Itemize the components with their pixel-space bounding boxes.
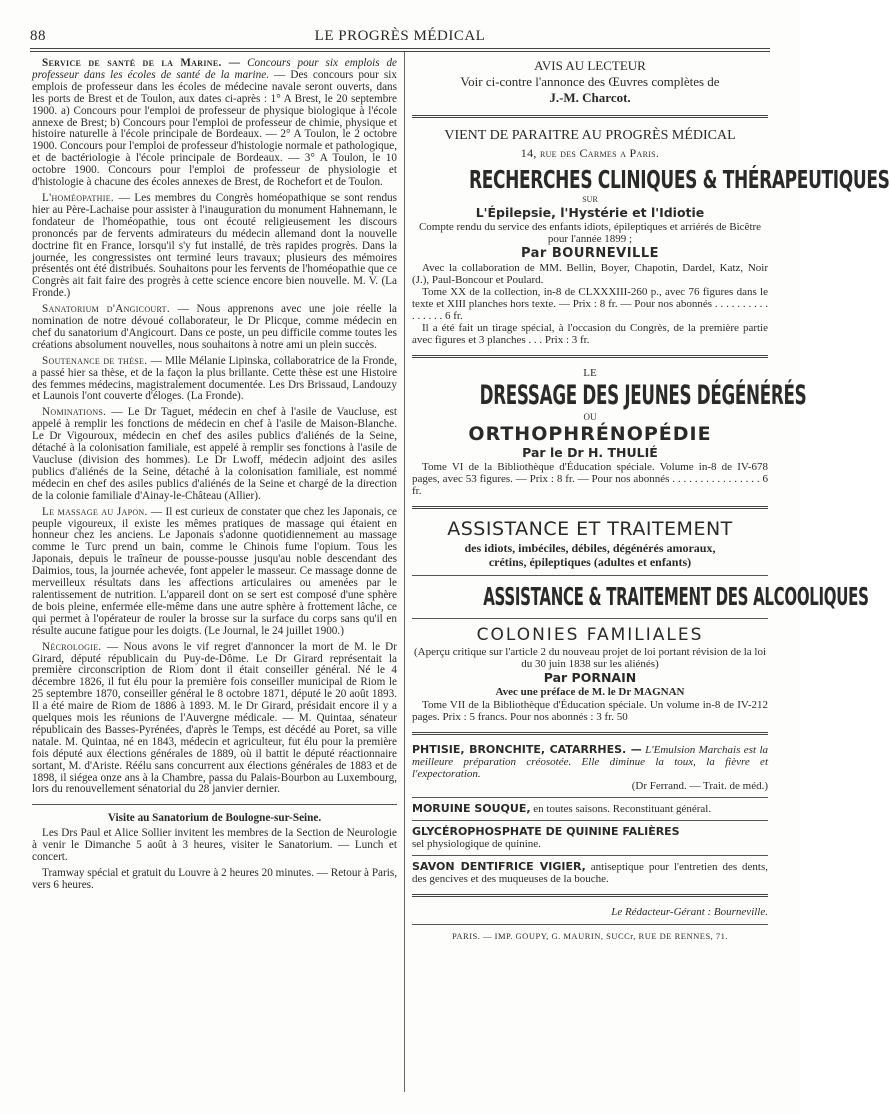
article-nominations: Nominations. — Le Dr Taguet, médecin en chef à l'asile de Vaucluse, est appelé à remplir les fonctions de médecin en chef à l'asile de Maison-Blanche. Le Dr Vigouroux, médecin en chef des asiles publics d'aliénés de la Seine, détaché à la colonisation familiale, est appelé à remplir ses fonctions à l'asile de Vaucluse (division des hommes). Le Dr Lwoff, médecin adjoint des asiles publics d'aliénés de la Seine, détaché à la colonisation familiale, est nommé médecin en chef des asiles publics d'aliénés de la Seine et chargé de la direction de la colonie familiale d'Ainay-le-Château (Allier). bbox=[32, 406, 398, 502]
colonies-preface: Avec une préface de M. le Dr MAGNAN bbox=[495, 686, 685, 698]
right-column bbox=[412, 58, 890, 942]
glycero-ad: GLYCÉROPHOSPHATE DE QUININE FALIÈRES sel physiologique de quinine. bbox=[412, 825, 680, 850]
dressage-tome: Tome VI de la Bibliothèque d'Éducation spéciale. Volume in-8 de IV-678 pages, avec 53 figures. — Prix : 8 fr. — Pour nos abonnés . . . . . . . . . . . . . . . . 6 fr. bbox=[412, 461, 769, 497]
printer-imprint: PARIS. — IMP. GOUPY, G. MAURIN, SUCCr, RUE DE RENNES, 71. bbox=[451, 931, 729, 941]
rule-savon bbox=[412, 894, 768, 897]
article-tramway: Tramway spécial et gratuit du Louvre à 2 heures 20 minutes. — Retour à Paris, vers 6 heures. bbox=[32, 867, 397, 891]
article-sanatorium-title: Visite au Sanatorium de Boulogne-sur-Seine. bbox=[107, 812, 322, 825]
phtisie-ad: PHTISIE, BRONCHITE, CATARRHES. — L'Emulsion Marchais est la meilleure préparation créosotée. Elle diminue la toux, la fièvre et l'expectoration. (Dr Ferrand. — Trait. de méd.) bbox=[412, 743, 769, 792]
redacteur-gerant: Le Rédacteur-Gérant : Bourneville. bbox=[611, 906, 768, 918]
recherches-title: RECHERCHES CLINIQUES & THÉRAPEUTIQUES bbox=[468, 165, 890, 194]
vient-address: 14, rue des Carmes a Paris. bbox=[520, 146, 660, 160]
vient-block bbox=[412, 127, 890, 262]
page-header bbox=[30, 28, 770, 48]
recherches-sur: SUR bbox=[582, 195, 598, 204]
assistance-sub2: crétins, épileptiques (adultes et enfants) bbox=[488, 555, 692, 569]
header-rule-2 bbox=[30, 51, 770, 52]
assistance-block bbox=[412, 518, 869, 699]
header-rule bbox=[30, 48, 770, 49]
dressage-le: LE bbox=[583, 367, 597, 379]
dressage-block bbox=[412, 367, 807, 461]
journal-title: LE PROGRÈS MÉDICAL bbox=[314, 28, 486, 44]
article-necrologie: Nécrologie. — Nous avons le vif regret d'annoncer la mort de M. le Dr Girard, député républicain du Puy-de-Dôme. Le Dr Girard représentait la première circonscription de Riom dont il était conseiller général. Né le 4 décembre 1826, il fut élu pour la première fois conseiller municipal de Riom le 25 septembre 1870, conseiller général le 8 octobre 1871, député le 20 août 1893. Il a été maire de Riom de 1886 à 1893. M. le Dr Girard, présidait encore il y a quelques mois les réunions de l'Auvergne médicale. — M. Quintaa, sénateur républicain des Basses-Pyrénées, d'après le Temps, est décédé au Poret, sa ville natale. M. Quintaa, né en 1843, médecin et agriculteur, fut élu pour la première fois député aux élections générales de 1889, où il battit le député réactionnaire sortant, M. d'Ariste. Réélu sans concurrent aux élections générales de 1883 et de 1898, il siégea onze ans à la Chambre, passa du Palais-Bourbon au Luxembourg, lors du renouvellement sénatorial du 28 janvier dernier. bbox=[32, 640, 397, 796]
article-marine: Service de santé de la Marine. — Concours pour six emplois de professeur dans les écoles de santé de la marine. — Des concours pour six emplois de professeur dans les écoles de médecine navale seront ouverts, dans les ports de Brest et de Toulon, aux dates ci-après : 1° A Brest, le 20 septembre 1900. a) Concours pour l'emploi de professeur de physique biologique à l'école annexe de Brest; b) Concours pour l'emploi de professeur de chimie, physique et histoire naturelle à l'école principale de Bordeaux. — 2° A Toulon, le 2 octobre 1900. Concours pour l'emploi de professeur d'histologie normale et pathologique, et de bactériologie à l'école principale de Bordeaux. — 3° A Toulon, le 10 octobre 1900. Concours pour l'emploi de professeur de physiologie et d'histologie à chacune des écoles annexes de Brest, de Rochefort et de Toulon. bbox=[32, 57, 398, 189]
article-massage-japon: Le massage au Japon. — Il est curieux de constater que chez les Japonais, ce peuple vigoureux, il existe les mêmes pratiques de massage qui étaient en honneur chez les anciens. Le Japonais s'adonne quotidiennement au massage comme le Turc prend un bain, comme le Chinois fume l'opium. Tous les Japonais, depuis le traîneur de pousse-pousse jusqu'au noble descendant des Daimios, tous, la journée achevée, font appeler le masseur. Ce massage donne de merveilleux résultats dans les affections articulaires ou amenées par le ralentissement de nutrition. L'appareil dont on se sert est composé d'une sphère de bois pleine, enfermée elle-même dans une autre sphère à frottement lâche, ce qui permet à l'opérateur de rouler la brosse sur la surface du corps sans qu'il en résulte aucune fatigue pour les doigts. (Le Journal, le 24 juillet 1900.) bbox=[32, 505, 397, 637]
left-divider bbox=[32, 804, 397, 805]
left-column bbox=[32, 58, 397, 896]
page-number: 88 bbox=[30, 28, 46, 44]
article-these: Soutenance de thèse. — Mlle Mélanie Lipinska, collaboratrice de la Fronde, a passé hier sa thèse, et de la façon la plus brillante. Cette thèse est une Histoire des femmes médecins, magistralement documentée. Les Drs Brissaud, Landouzy et Launois l'ont couverte d'éloges. (La Fronde). bbox=[32, 354, 397, 403]
avis-body: Voir ci-contre l'annonce des Œuvres complètes de bbox=[460, 74, 720, 89]
savon-ad: SAVON DENTIFRICE VIGIER, antiseptique pour l'entretien des dents, des gencives et des muqueuses de la bouche. bbox=[412, 860, 769, 885]
recherches-tome: Tome XX de la collection, in-8 de CLXXXIII-260 p., avec 76 figures dans le texte et XIII planches hors texte. — Prix : 8 fr. — Pour nos abonnés . . . . . . . . . . . . . . . . 6 fr. bbox=[412, 286, 769, 322]
recherches-subtitle: L'Épilepsie, l'Hystérie et l'Idiotie bbox=[475, 205, 705, 220]
rule-avis bbox=[412, 115, 768, 118]
recherches-author: Par BOURNEVILLE bbox=[520, 246, 660, 261]
article-sanatorium: Les Drs Paul et Alice Sollier invitent les membres de la Section de Neurologie à venir le Dimanche 5 août à 3 heures, visiter le Sanatorium. — Lunch et concert. bbox=[32, 827, 397, 864]
avis-title: AVIS AU LECTEUR bbox=[534, 58, 646, 73]
vient-title: VIENT DE PARAITRE AU PROGRÈS MÉDICAL bbox=[444, 128, 736, 143]
rule-dressage bbox=[412, 506, 768, 509]
article-homeopathie: L'homéopathie. — Les membres du Congrès homéopathique se sont rendus hier au Père-Lachaise pour assister à l'inauguration du monument Hahnemann, le fondateur de l'homéopathie, tous ont écouté religieusement les discours prononcés par de fervents admirateurs du médecin allemand dont la nouvelle doctrine fit en France, lorsqu'il s'y fut installé, de très rapides progrès. Dans la journée, les congressistes ont terminé leurs travaux; plusieurs des mémoires présentés ont été distribués. Souhaitons pour les fervents de l'homéopathie que ce Congrès ait fait faire des progrès à cette science encore bien nouvelle. M. V. (La Fronde.) bbox=[32, 191, 398, 300]
dressage-title: DRESSAGE DES JEUNES DÉGÉNÉRÉS bbox=[479, 380, 807, 411]
rule-recherches bbox=[412, 355, 768, 358]
alcool-title: ASSISTANCE & TRAITEMENT DES ALCOOLIQUES bbox=[483, 582, 869, 611]
recherches-tirage: Il a été fait un tirage spécial, à l'occasion du Congrès, de la première partie avec figures et 3 planches . . . Prix : 3 fr. bbox=[412, 322, 768, 346]
colonies-desc: (Aperçu critique sur l'article 2 du nouveau projet de loi portant révision de la loi du 30 juin 1838 sur les aliénés) bbox=[413, 646, 767, 670]
dressage-subtitle: ORTHOPHRÉNOPÉDIE bbox=[468, 423, 712, 445]
assistance-sub1: des idiots, imbéciles, débiles, dégénérés amoraux, bbox=[464, 541, 716, 555]
dressage-ou: OU bbox=[583, 412, 597, 422]
colonies-tome: Tome VII de la Bibliothèque d'Éducation spéciale. Un volume in-8 de IV-212 pages. Prix : 5 francs. Pour nos abonnés : 3 fr. 50 bbox=[412, 699, 768, 723]
rule-colonies bbox=[412, 732, 768, 735]
colonies-title: COLONIES FAMILIALES bbox=[476, 625, 704, 645]
moruine-ad: MORUINE SOUQUE, en toutes saisons. Reconstituant général. bbox=[412, 802, 712, 815]
avis-name: J.-M. Charcot. bbox=[549, 90, 631, 105]
colonies-author: Par PORNAIN bbox=[543, 670, 637, 685]
dressage-author: Par le Dr H. THULIÉ bbox=[522, 445, 658, 460]
article-angicourt: Sanatorium d'Angicourt. — Nous apprenons avec une joie réelle la nomination de notre dévoué collaborateur, le Dr Plicque, comme médecin en chef du sanatorium d'Angicourt. Dans ce poste, un peu difficile comme toutes les créations absolument nouvelles, nous souhaitons à notre ami un plein succès. bbox=[32, 303, 397, 351]
column-divider bbox=[404, 52, 405, 1092]
avis-block bbox=[412, 58, 768, 106]
assistance-title: ASSISTANCE ET TRAITEMENT bbox=[447, 518, 733, 540]
recherches-collab: Avec la collaboration de MM. Bellin, Boyer, Chapotin, Dardel, Katz, Noir (J.), Paul-Boncour et Poulard. bbox=[412, 262, 768, 286]
recherches-desc: Compte rendu du service des enfants idiots, épileptiques et arriérés de Bicêtre pour l'année 1899 ; bbox=[418, 221, 762, 245]
